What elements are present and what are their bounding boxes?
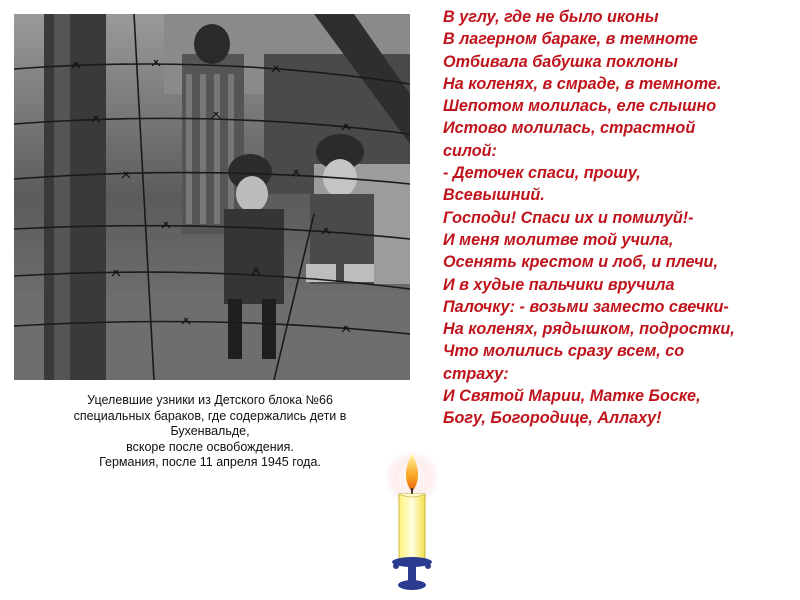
poem-line: Всевышний. [443,186,545,205]
poem-line: силой: [443,141,497,160]
poem-line: В углу, где не было иконы [443,8,659,26]
poem-line: Истово молилась, страстной [443,119,696,138]
caption-line: Бухенвальде, [170,424,250,438]
poem-line: Отбивала бабушка поклоны [443,52,678,71]
poem-line: Господи! Спаси их и помилуй!- [443,208,694,227]
caption-line: специальных бараков, где содержались дети в [73,408,347,423]
photo-caption [30,393,390,471]
poem-line: В лагерном бараке, в темноте [443,30,698,49]
poem-line: На коленях, рядышком, подростки, [443,320,735,339]
poem-line: И меня молитве той учила, [443,230,674,249]
poem-line: Богу, Богородице, Аллаху! [443,409,662,428]
poem-line: - Деточек спаси, прошу, [443,164,641,183]
poem-line: На коленях, в смраде, в темноте. [443,74,722,93]
caption-line: Германия, после 11 апреля 1945 года. [99,455,321,469]
caption-line: вскоре после освобождения. [126,439,294,454]
poem-line: страху: [443,364,509,383]
poem-line: Шепотом молилась, еле слышно [443,97,717,116]
poem-line: Палочку: - возьми заместо свечки- [443,297,729,316]
candle-icon [382,448,442,594]
poem-line: И Святой Марии, Матке Боске, [443,387,701,406]
poem-line: Что молились сразу всем, со [443,342,685,361]
poem-line: Осенять крестом и лоб, и плечи, [443,253,718,272]
poem [443,6,788,430]
historical-photo [14,14,410,380]
poem-line: И в худые пальчики вручила [443,275,675,294]
caption-line: Уцелевшие узники из Детского блока №66 [87,393,333,407]
